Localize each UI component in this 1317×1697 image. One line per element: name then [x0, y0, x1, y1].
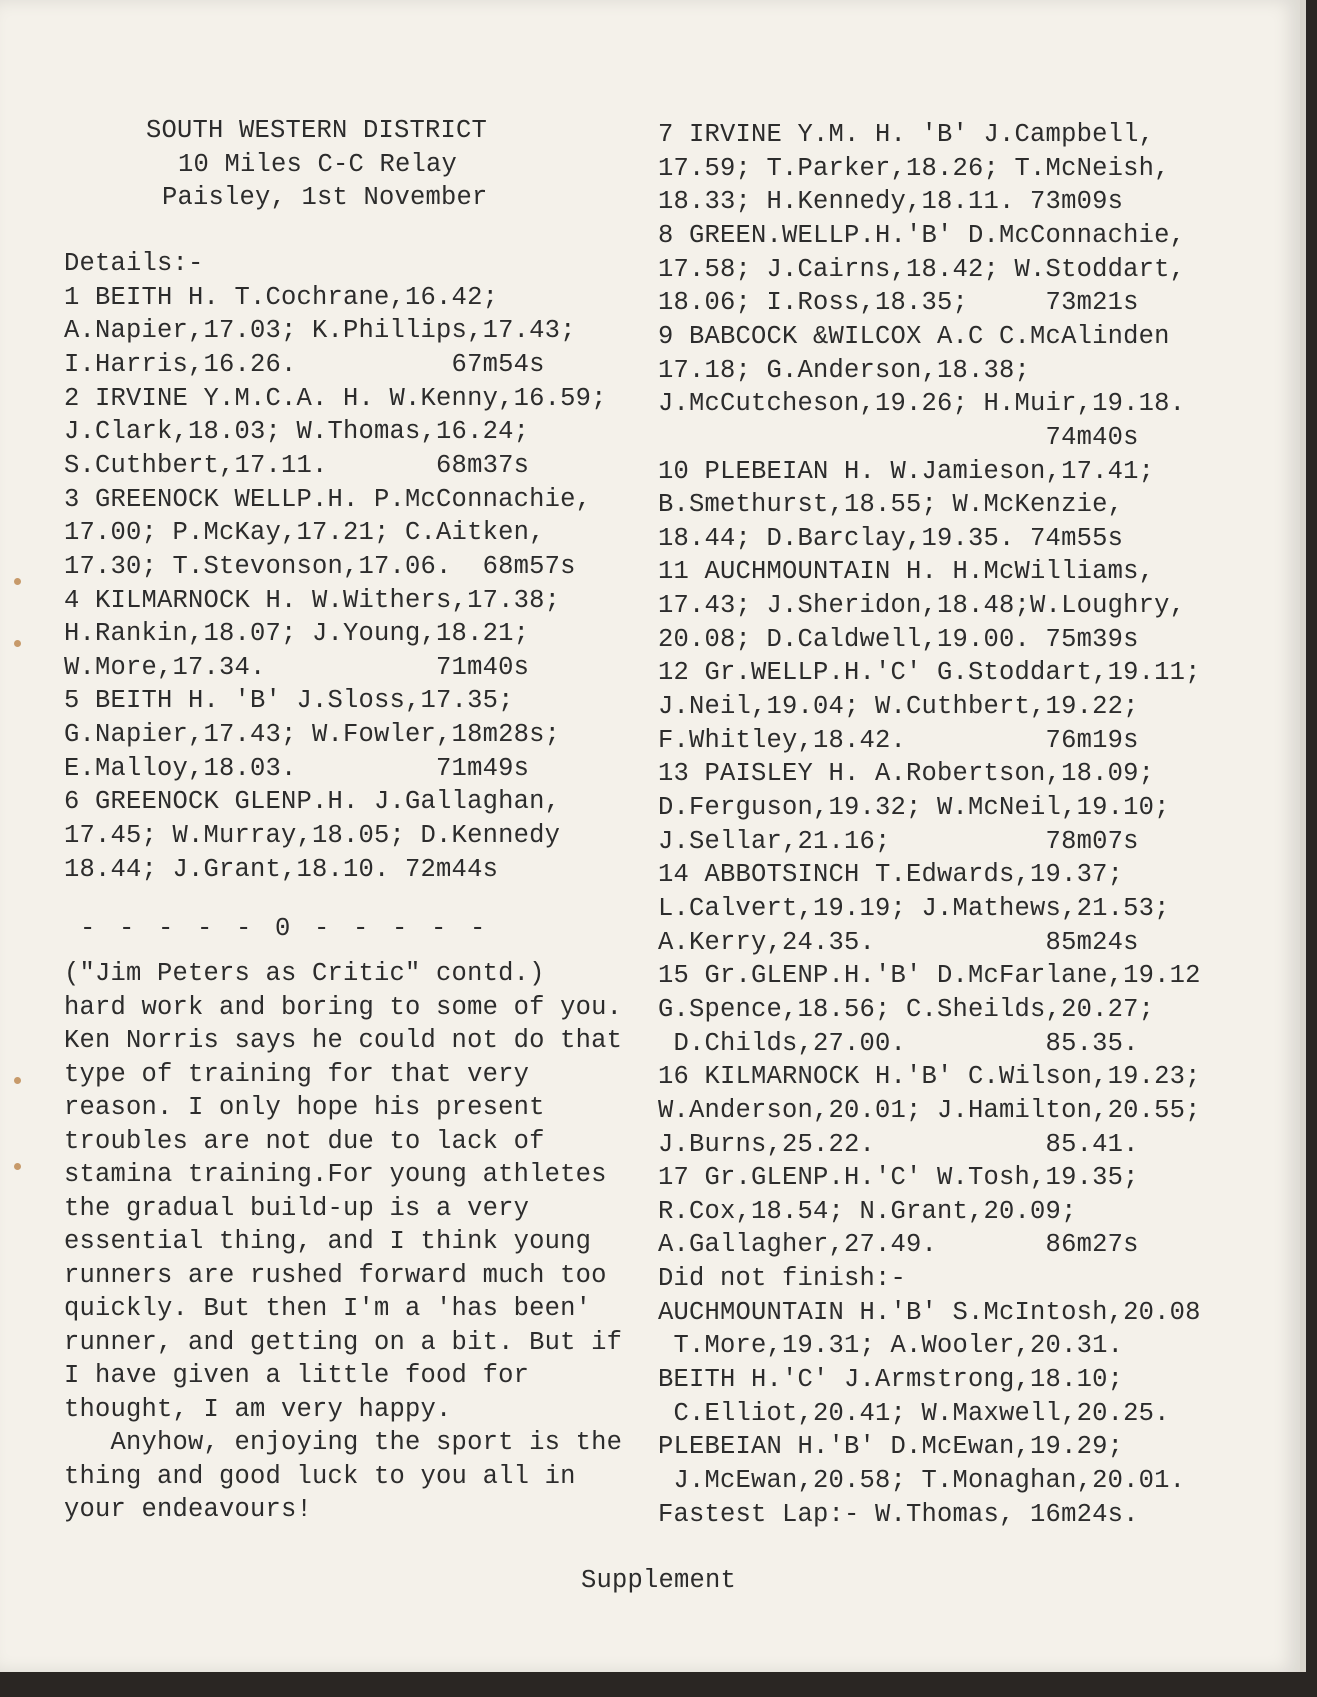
text-line: D.Childs,27.00. 85.35. — [658, 1028, 1139, 1058]
text-line: 17.00; P.McKay,17.21; C.Aitken, — [64, 518, 545, 548]
text-line: PLEBEIAN H.'B' D.McEwan,19.29; — [658, 1432, 1124, 1462]
text-line: 17.59; T.Parker,18.26; T.McNeish, — [658, 153, 1170, 183]
text-line: ("Jim Peters as Critic" contd.) — [64, 959, 545, 988]
text-line: Ken Norris says he could not do that — [64, 1026, 623, 1055]
heading-line-2: 10 Miles C-C Relay — [178, 150, 458, 179]
text-line: 12 Gr.WELLP.H.'C' G.Stoddart,19.11; — [658, 658, 1201, 688]
text-line: Did not finish:- — [658, 1264, 907, 1294]
text-line: 17.58; J.Cairns,18.42; W.Stoddart, — [658, 254, 1186, 284]
text-line: J.Neil,19.04; W.Cuthbert,19.22; — [658, 692, 1139, 722]
text-line: 8 GREEN.WELLP.H.'B' D.McConnachie, — [658, 220, 1186, 250]
heading-line-1: SOUTH WESTERN DISTRICT — [146, 116, 488, 145]
text-line: troubles are not due to lack of — [64, 1126, 545, 1156]
text-line: runner, and getting on a bit. But if — [64, 1327, 623, 1357]
text-line: thing and good luck to you all in — [64, 1461, 576, 1491]
text-line: 10 PLEBEIAN H. W.Jamieson,17.41; — [658, 456, 1155, 486]
text-line: H.Rankin,18.07; J.Young,18.21; — [64, 619, 530, 649]
text-line: 16 KILMARNOCK H.'B' C.Wilson,19.23; — [658, 1062, 1201, 1092]
text-line: 20.08; D.Caldwell,19.00. 75m39s — [658, 624, 1139, 654]
text-line: Fastest Lap:- W.Thomas, 16m24s. — [658, 1499, 1139, 1529]
text-line: A.Kerry,24.35. 85m24s — [658, 927, 1139, 957]
staple-hole — [14, 1163, 21, 1170]
text-line: B.Smethurst,18.55; W.McKenzie, — [658, 490, 1124, 520]
text-line: G.Napier,17.43; W.Fowler,18m28s; — [64, 720, 561, 750]
text-line: AUCHMOUNTAIN H.'B' S.McIntosh,20.08 — [658, 1297, 1201, 1327]
text-line: 17.18; G.Anderson,18.38; — [658, 355, 1031, 385]
text-line: reason. I only hope his present — [64, 1093, 545, 1122]
text-line: F.Whitley,18.42. 76m19s — [658, 725, 1139, 755]
text-line: 7 IRVINE Y.M. H. 'B' J.Campbell, — [658, 120, 1155, 149]
text-line: 14 ABBOTSINCH T.Edwards,19.37; — [658, 860, 1124, 890]
heading-line-3: Paisley, 1st November — [162, 183, 488, 212]
text-line: BEITH H.'C' J.Armstrong,18.10; — [658, 1365, 1124, 1395]
text-line: L.Calvert,19.19; J.Mathews,21.53; — [658, 893, 1170, 923]
text-line: type of training for that very — [64, 1059, 530, 1089]
text-line: quickly. But then I'm a 'has been' — [64, 1294, 592, 1323]
text-line: G.Spence,18.56; C.Sheilds,20.27; — [658, 994, 1155, 1024]
text-line: 18.44; J.Grant,18.10. 72m44s — [64, 854, 499, 884]
text-line: S.Cuthbert,17.11. 68m37s — [64, 450, 530, 480]
text-line: C.Elliot,20.41; W.Maxwell,20.25. — [658, 1398, 1170, 1428]
staple-hole — [14, 1077, 21, 1084]
text-line: 17.45; W.Murray,18.05; D.Kennedy — [64, 821, 561, 851]
text-line: 74m40s — [658, 422, 1139, 452]
text-line: 18.33; H.Kennedy,18.11. 73m09s — [658, 187, 1124, 217]
text-line: R.Cox,18.54; N.Grant,20.09; — [658, 1196, 1077, 1226]
text-line: 13 PAISLEY H. A.Robertson,18.09; — [658, 759, 1155, 789]
text-line: 11 AUCHMOUNTAIN H. H.McWilliams, — [658, 557, 1155, 587]
text-line: 17.30; T.Stevonson,17.06. 68m57s — [64, 551, 576, 581]
text-line: D.Ferguson,19.32; W.McNeil,19.10; — [658, 793, 1170, 822]
text-line: E.Malloy,18.03. 71m49s — [64, 753, 530, 783]
text-line: A.Napier,17.03; K.Phillips,17.43; — [64, 316, 576, 346]
text-line: Anyhow, enjoying the sport is the — [64, 1428, 623, 1457]
text-line: thought, I am very happy. — [64, 1394, 452, 1424]
staple-hole — [14, 578, 21, 585]
section-divider: - - - - - 0 - - - - - — [80, 914, 486, 943]
text-line: Details:- — [64, 249, 204, 278]
text-line: 6 GREENOCK GLENP.H. J.Gallaghan, — [64, 787, 561, 817]
text-line: 5 BEITH H. 'B' J.Sloss,17.35; — [64, 686, 514, 716]
text-line: 17.43; J.Sheridon,18.48;W.Loughry, — [658, 591, 1186, 621]
text-line: stamina training.For young athletes — [64, 1160, 607, 1189]
text-line: 2 IRVINE Y.M.C.A. H. W.Kenny,16.59; — [64, 383, 607, 413]
text-line: J.Burns,25.22. 85.41. — [658, 1129, 1139, 1159]
text-line: 9 BABCOCK &WILCOX A.C C.McAlinden — [658, 321, 1170, 351]
text-line: essential thing, and I think young — [64, 1227, 592, 1256]
text-line: A.Gallagher,27.49. 86m27s — [658, 1230, 1139, 1260]
text-line: your endeavours! — [64, 1495, 313, 1524]
text-line: I have given a little food for — [64, 1361, 530, 1390]
text-line: J.Clark,18.03; W.Thomas,16.24; — [64, 417, 530, 447]
text-line: J.McEwan,20.58; T.Monaghan,20.01. — [658, 1466, 1186, 1495]
staple-hole — [14, 640, 21, 647]
text-line: 3 GREENOCK WELLP.H. P.McConnachie, — [64, 484, 592, 514]
text-line: 17 Gr.GLENP.H.'C' W.Tosh,19.35; — [658, 1163, 1139, 1193]
page-footer: Supplement — [581, 1566, 737, 1595]
text-line: W.More,17.34. 71m40s — [64, 652, 530, 682]
text-line: 15 Gr.GLENP.H.'B' D.McFarlane,19.12 — [658, 961, 1201, 991]
text-line: 18.44; D.Barclay,19.35. 74m55s — [658, 523, 1124, 553]
text-line: runners are rushed forward much too — [64, 1260, 607, 1290]
text-line: 1 BEITH H. T.Cochrane,16.42; — [64, 282, 499, 312]
text-line: hard work and boring to some of you. — [64, 992, 623, 1022]
text-line: 4 KILMARNOCK H. W.Withers,17.38; — [64, 585, 561, 615]
text-line: 18.06; I.Ross,18.35; 73m21s — [658, 288, 1139, 318]
text-line: W.Anderson,20.01; J.Hamilton,20.55; — [658, 1095, 1201, 1125]
text-line: the gradual build-up is a very — [64, 1193, 530, 1223]
text-line: T.More,19.31; A.Wooler,20.31. — [658, 1331, 1124, 1361]
text-line: J.McCutcheson,19.26; H.Muir,19.18. — [658, 389, 1186, 419]
text-line: J.Sellar,21.16; 78m07s — [658, 826, 1139, 856]
text-line: I.Harris,16.26. 67m54s — [64, 349, 545, 379]
